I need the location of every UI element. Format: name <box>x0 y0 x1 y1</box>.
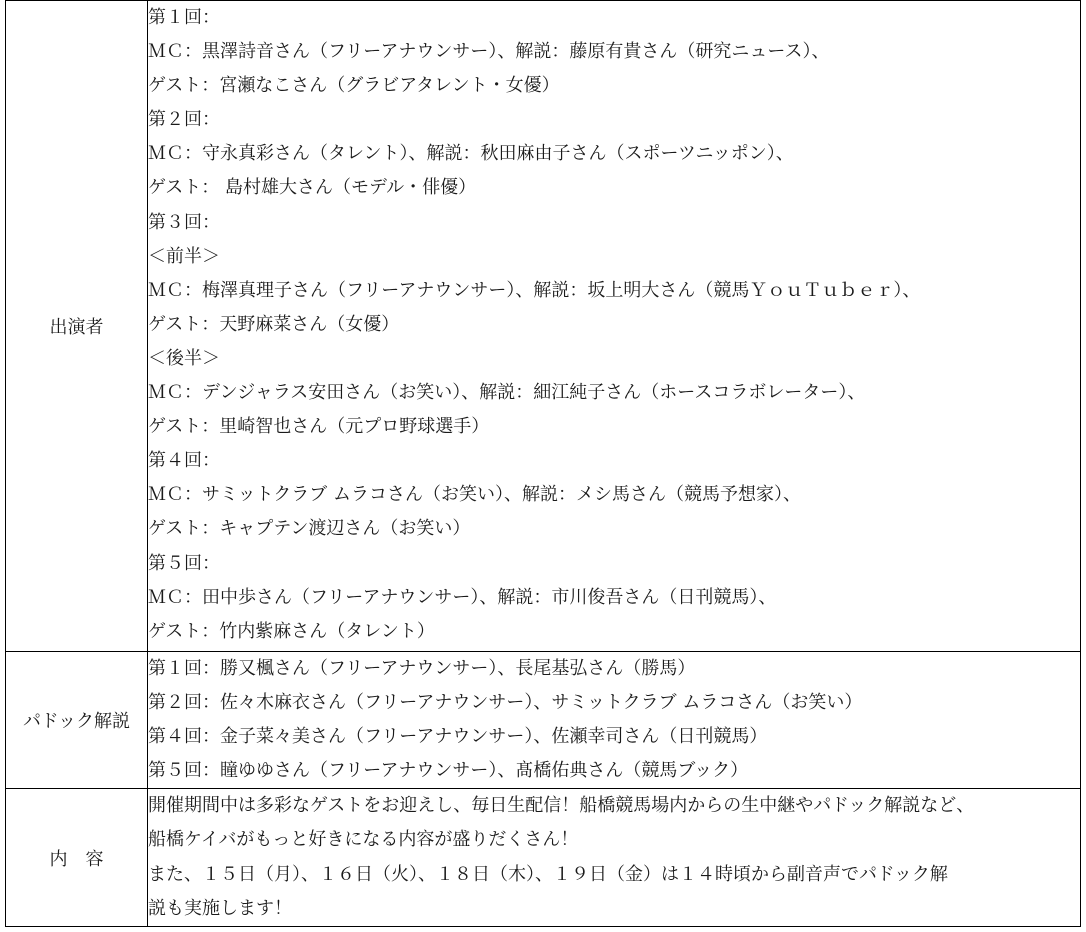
text-line: ＭＣ：サミットクラブ ムラコさん（お笑い）、解説：メシ馬さん（競馬予想家）、 <box>148 484 801 506</box>
text-line: 第１回： <box>148 7 220 28</box>
text-line: 開催期間中は多彩なゲストをお迎えし、毎日生配信！船橋競馬場内からの生中継やパドック解説など、 <box>148 795 975 817</box>
text-line: 第２回：佐々木麻衣さん（フリーアナウンサー）、サミットクラブ ムラコさん（お笑い） <box>148 692 863 714</box>
row-content-details <box>148 789 1081 926</box>
text-line: ゲスト：竹内紫麻さん（タレント） <box>148 620 435 642</box>
text-line: 第１回：勝又楓さん（フリーアナウンサー）、長尾基弘さん（勝馬） <box>148 658 696 679</box>
text-line: ＭＣ：梅澤真理子さん（フリーアナウンサー）、解説：坂上明大さん（競馬ＹｏｕＴｕｂｅｒ）、 <box>148 279 921 301</box>
info-table <box>5 0 1081 927</box>
text-line: ＜後半＞ <box>148 347 220 369</box>
text-line: ゲスト：天野麻菜さん（女優） <box>148 313 400 335</box>
text-line: また、１５日（月）、１６日（火）、１８日（木）、１９日（金）は１４時頃から副音声でパドック解 <box>148 863 948 885</box>
text-line: ＭＣ：田中歩さん（フリーアナウンサー）、解説：市川俊吾さん（日刊競馬）、 <box>148 586 777 608</box>
text-line: ゲスト：宮瀬なこさん（グラビアタレント・女優） <box>148 75 560 97</box>
row-content-paddock <box>148 652 1081 789</box>
row-label-performers: 出演者 <box>6 1 148 652</box>
text-line: ＭＣ：守永真彩さん（タレント）、解説：秋田麻由子さん（スポーツニッポン）、 <box>148 143 794 165</box>
row-label-paddock: パドック解説 <box>6 652 148 789</box>
text-line: ＭＣ：黒澤詩音さん（フリーアナウンサー）、解説：藤原有貴さん（研究ニュース）、 <box>148 41 830 63</box>
text-line: 船橋ケイバがもっと好きになる内容が盛りだくさん！ <box>148 829 579 851</box>
text-line: 第５回：瞳ゆゆさん（フリーアナウンサー）、髙橋佑典さん（競馬ブック） <box>148 760 749 782</box>
text-line: 第４回： <box>148 450 220 472</box>
table-row-paddock <box>6 652 1081 789</box>
row-label-content: 内 容 <box>6 789 148 926</box>
text-line: ＜前半＞ <box>148 245 220 267</box>
text-line: ゲスト： 島村雄大さん（モデル・俳優） <box>148 177 477 199</box>
text-line: 第５回： <box>148 552 220 574</box>
text-line: 第４回：金子菜々美さん（フリーアナウンサー）、佐瀬幸司さん（日刊競馬） <box>148 726 768 748</box>
table-row-content <box>6 789 1081 926</box>
text-line: ゲスト：里崎智也さん（元プロ野球選手） <box>148 416 490 438</box>
text-line: 説も実施します！ <box>148 897 292 919</box>
text-line: ゲスト：キャプテン渡辺さん（お笑い） <box>148 518 471 540</box>
text-line: ＭＣ：デンジャラス安田さん（お笑い）、解説：細江純子さん（ホースコラボレーター）、 <box>148 382 866 404</box>
table-row-performers <box>6 1 1081 652</box>
row-content-performers <box>148 1 1081 652</box>
text-line: 第２回： <box>148 109 220 131</box>
text-line: 第３回： <box>148 211 220 233</box>
